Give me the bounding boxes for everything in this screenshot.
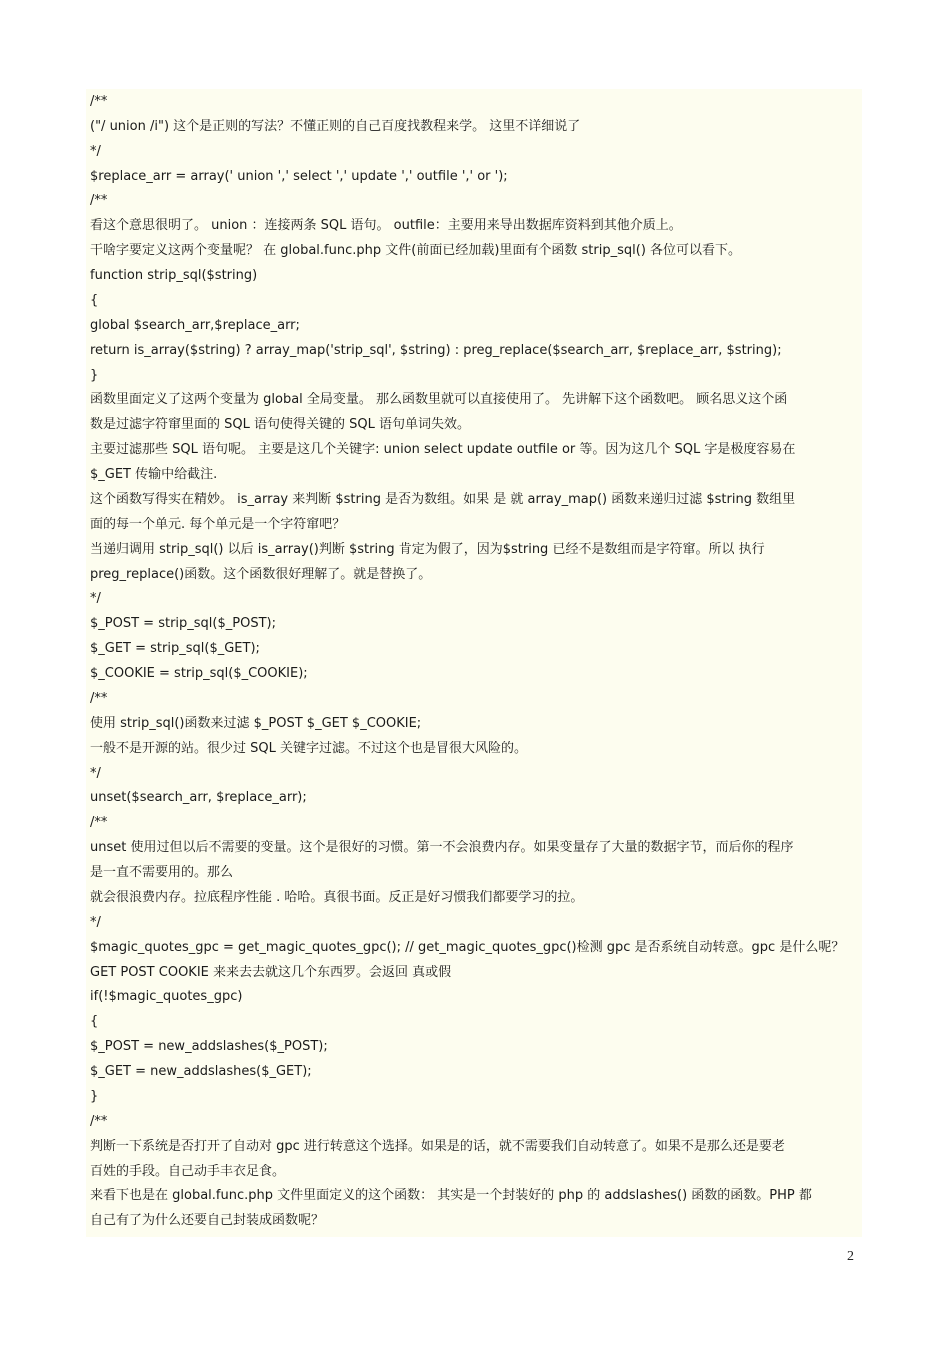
text-line: /**: [90, 1114, 108, 1129]
text-line: return is_array($string) ? array_map('strip_sql', $string) : preg_replace($search_arr, $replace_arr, $string);: [90, 343, 782, 358]
text-line: }: [90, 1089, 99, 1104]
text-line: 面的每一个单元. 每个单元是一个字符窜吧？: [90, 517, 346, 532]
text-line: /**: [90, 691, 108, 706]
text-line: preg_replace()函数。这个函数很好理解了。就是替换了。: [90, 567, 432, 582]
text-line: $_POST = new_addslashes($_POST);: [90, 1039, 328, 1054]
text-line: 干啥字要定义这两个变量呢？ 在 global.func.php 文件(前面已经加载)里面有个函数 strip_sql() 各位可以看下。: [90, 243, 742, 258]
text-line: */: [90, 144, 101, 159]
text-line: if(!$magic_quotes_gpc): [90, 989, 243, 1004]
text-line: 看这个意思很明了。 union ：连接两条 SQL 语句。 outfile：主要用来导出数据库资料到其他介质上。: [90, 218, 682, 233]
text-line: $replace_arr = array(' union ',' select ',' update ',' outfile ',' or ');: [90, 169, 508, 184]
text-line: 来看下也是在 global.func.php 文件里面定义的这个函数： 其实是一个封装好的 php 的 addslashes() 函数的函数。PHP 都: [90, 1188, 812, 1203]
text-line: 判断一下系统是否打开了自动对 gpc 进行转意这个选择。如果是的话，就不需要我们自动转意了。如果不是那么还是要老: [90, 1139, 785, 1154]
text-line: 自己有了为什么还要自己封装成函数呢？: [90, 1213, 325, 1228]
text-line: /**: [90, 193, 108, 208]
text-line: $_GET = strip_sql($_GET);: [90, 641, 260, 656]
text-line: $_GET = new_addslashes($_GET);: [90, 1064, 312, 1079]
text-line: {: [90, 1014, 99, 1029]
text-line: 使用 strip_sql()函数来过滤 $_POST $_GET $_COOKIE;: [90, 716, 422, 731]
text-line: $_COOKIE = strip_sql($_COOKIE);: [90, 666, 308, 681]
text-line: 百姓的手段。自己动手丰衣足食。: [90, 1164, 286, 1179]
text-line: */: [90, 915, 101, 930]
text-line: /**: [90, 815, 108, 830]
text-line: 这个函数写得实在精妙。 is_array 来判断 $string 是否为数组。如果 是 就 array_map() 函数来递归过滤 $string 数组里: [90, 492, 796, 507]
text-line: 一般不是开源的站。很少过 SQL 关键字过滤。不过这个也是冒很大风险的。: [90, 741, 527, 756]
text-line: $_POST = strip_sql($_POST);: [90, 616, 276, 631]
text-line: ("/ union /i") 这个是正则的写法？不懂正则的自己百度找教程来学。 这里不详细说了: [90, 119, 581, 134]
text-line: unset($search_arr, $replace_arr);: [90, 790, 307, 805]
text-line: $magic_quotes_gpc = get_magic_quotes_gpc(); // get_magic_quotes_gpc()检测 gpc 是否系统自动转意。gpc 是什么呢？: [90, 940, 845, 955]
page-number: 2: [847, 1249, 854, 1264]
text-line: unset 使用过但以后不需要的变量。这个是很好的习惯。第一不会浪费内存。如果变量存了大量的数据字节，而后你的程序: [90, 840, 794, 855]
text-line: /**: [90, 94, 108, 109]
text-line: 就会很浪费内存。拉底程序性能 . 哈哈。真很书面。反正是好习惯我们都要学习的拉。: [90, 890, 584, 905]
text-line: global $search_arr,$replace_arr;: [90, 318, 300, 333]
text-line: */: [90, 591, 101, 606]
text-line: GET POST COOKIE 来来去去就这几个东西罗。会返回 真或假: [90, 965, 452, 980]
text-line: function strip_sql($string): [90, 268, 258, 283]
text-line: }: [90, 368, 99, 383]
text-line: 是一直不需要用的。那么: [90, 865, 234, 880]
text-line: */: [90, 766, 101, 781]
text-line: 数是过滤字符窜里面的 SQL 语句使得关键的 SQL 语句单词失效。: [90, 417, 470, 432]
text-line: 主要过滤那些 SQL 语句呢。 主要是这几个关键字: union select update outfile or 等。因为这几个 SQL 字是极度容易在: [90, 442, 796, 457]
text-line: $_GET 传输中给截注.: [90, 467, 218, 482]
text-line: {: [90, 293, 99, 308]
document-text-block: [86, 89, 862, 1237]
text-line: 函数里面定义了这两个变量为 global 全局变量。 那么函数里就可以直接使用了。 先讲解下这个函数吧。 顾名思义这个函: [90, 392, 788, 407]
text-line: 当递归调用 strip_sql() 以后 is_array()判断 $string 肯定为假了，因为$string 已经不是数组而是字符窜。所以 执行: [90, 542, 765, 557]
